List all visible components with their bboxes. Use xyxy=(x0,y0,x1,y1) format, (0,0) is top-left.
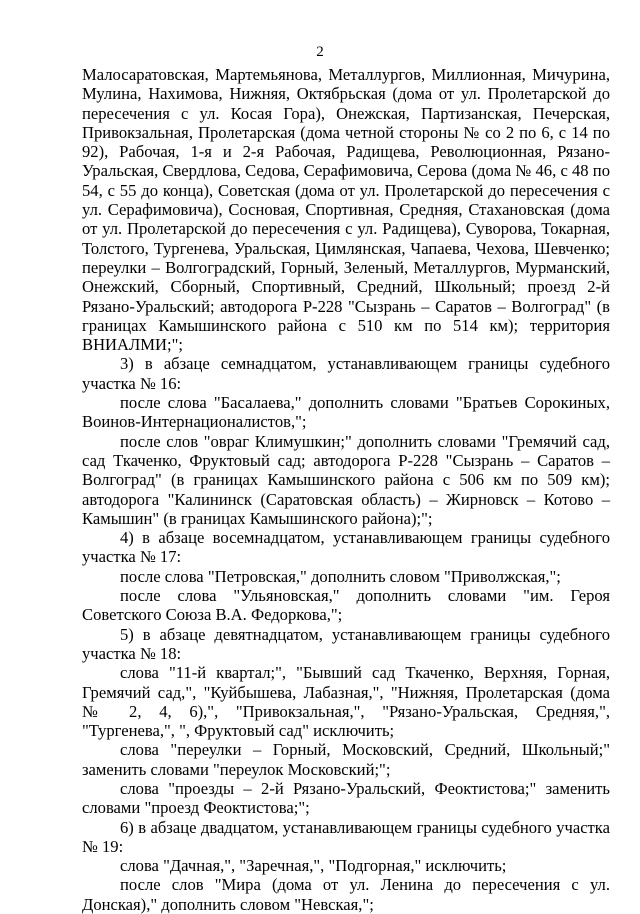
paragraph-add-petrovskaya: после слова "Петровская," дополнить словом "Приволжская,"; xyxy=(120,566,561,586)
paragraph-add-nevskaya: после слов "Мира (дома от ул. Ленина до пересечения с ул. Донская)," дополнить словом "Невская,"; xyxy=(82,875,610,914)
paragraph-add-basalaeva: после слова "Басалаева," дополнить словами "Братьев Сорокиных, Воинов-Интернационалистов,"; xyxy=(82,393,610,432)
paragraph-street-list: Малосаратовская, Мартемьянова, Металлургов, Миллионная, Мичурина, Мулина, Нахимова, Нижняя, Октябрьская (дома от ул. Пролетарской до пересечения с ул. Косая Гора), Онежская, Партизанская, Печерская, Привокзальная, Пролетарская (дома четной стороны № со 2 по 6, с 14 по 92), Рабочая, 1-я и 2-я Рабочая, Радищева, Революционная, Рязано-Уральская, Свердлова, Седова, Серафимовича, Серова (дома № 46, с 48 по 54, с 55 до конца), Советская (дома от ул. Пролетарской до пересечения с ул. Серафимовича), Сосновая, Спортивная, Средняя, Стахановская (дома от ул. Пролетарской до пересечения с ул. Радищева), Суворова, Токарная, Толстого, Тургенева, Уральская, Цимлянская, Чапаева, Чехова, Шевченко; переулки – Волгоградский, Горный, Зеленый, Металлургов, Мурманский, Онежский, Сборный, Спортивный, Средний, Школьный; проезд 2-й Рязано-Уральский; автодорога Р-228 "Сызрань – Саратов – Волгоград" (в границах Камышинского района с 510 км по 514 км); территория ВНИАЛМИ;"; xyxy=(82,65,610,355)
paragraph-item-6: 6) в абзаце двадцатом, устанавливающем границы судебного участка № 19: xyxy=(82,817,610,856)
paragraph-exclude-streets: слова "Дачная,", "Заречная,", "Подгорная," исключить; xyxy=(120,856,507,876)
paragraph-replace-passages: слова "проезды – 2-й Рязано-Уральский, Феоктистова;" заменить словами "проезд Феоктистова;"; xyxy=(82,778,610,818)
paragraph-add-ulyanovskaya: после слова "Ульяновская," дополнить словами "им. Героя Советского Союза В.А. Федоркова,"; xyxy=(82,586,610,625)
document-body xyxy=(82,65,610,914)
page-number: 2 xyxy=(316,44,324,60)
paragraph-exclude-words: слова "11-й квартал;", "Бывший сад Ткаченко, Верхняя, Горная, Гремячий сад,", "Куйбышева, Лабазная,", "Нижняя, Пролетарская (дома № 2, 4, 6),", "Привокзальная,", "Рязано-Уральская, Средняя,", "Тургенева,", ", Фруктовый сад" исключить; xyxy=(82,663,610,741)
paragraph-add-klimushkin: после слов "овраг Климушкин;" дополнить словами "Гремячий сад, сад Ткаченко, Фруктовый сад; автодорога Р-228 "Сызрань – Саратов – Волгоград" (в границах Камышинского района с 506 км по 509 км); автодорога "Калининск (Саратовская область) – Жирновск – Котово – Камышин" (в границах Камышинского района);"; xyxy=(82,431,610,528)
paragraph-replace-lanes: слова "переулки – Горный, Московский, Средний, Школьный;" заменить словами "переулок Московский;"; xyxy=(82,740,610,779)
paragraph-item-5: 5) в абзаце девятнадцатом, устанавливающем границы судебного участка № 18: xyxy=(82,624,610,663)
paragraph-item-3: 3) в абзаце семнадцатом, устанавливающем границы судебного участка № 16: xyxy=(82,354,610,393)
paragraph-item-4: 4) в абзаце восемнадцатом, устанавливающем границы судебного участка № 17: xyxy=(82,528,610,567)
